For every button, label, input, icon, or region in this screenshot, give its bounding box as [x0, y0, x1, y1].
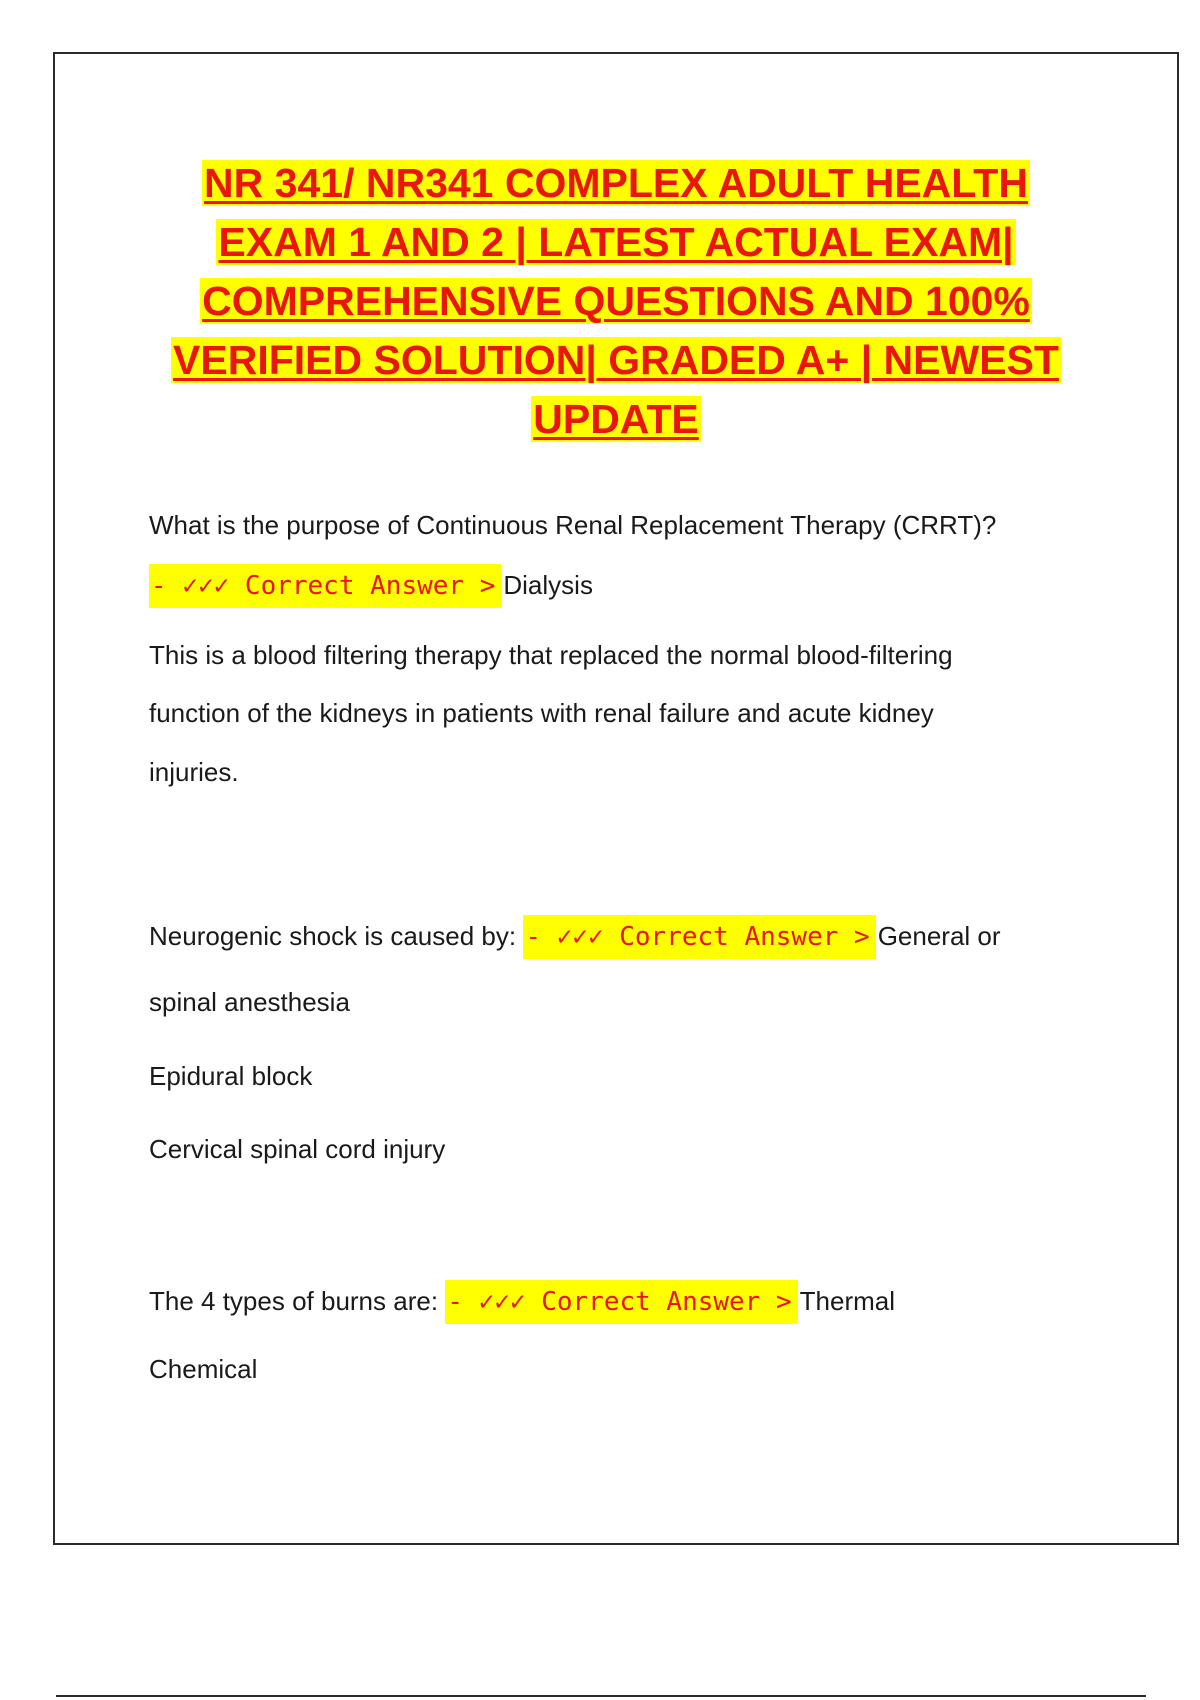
correct-answer-marker: - ✓✓✓ Correct Answer >	[445, 1280, 797, 1324]
next-page-edge	[56, 1695, 1146, 1697]
question-3-answer-line: Chemical	[149, 1354, 258, 1384]
question-3-text: The 4 types of burns are:	[149, 1286, 439, 1316]
title-line: COMPREHENSIVE QUESTIONS AND 100%	[202, 278, 1030, 324]
question-2-row	[149, 915, 1001, 959]
document-page	[53, 52, 1179, 1545]
title-line: UPDATE	[533, 396, 699, 442]
question-1-explanation-line: injuries.	[149, 757, 239, 787]
question-2-answer-line: spinal anesthesia	[149, 987, 350, 1017]
question-1-text: What is the purpose of Continuous Renal Replacement Therapy (CRRT)?	[149, 510, 997, 540]
question-3-answer: Thermal	[799, 1286, 896, 1316]
correct-answer-marker: - ✓✓✓ Correct Answer >	[523, 915, 875, 959]
question-2-answer-line: Cervical spinal cord injury	[149, 1134, 446, 1164]
question-3-row	[149, 1280, 895, 1324]
question-1-answer-row	[149, 564, 593, 608]
question-1-explanation-line: function of the kidneys in patients with renal failure and acute kidney	[149, 698, 934, 728]
correct-answer-marker: - ✓✓✓ Correct Answer >	[149, 564, 501, 608]
title-line: VERIFIED SOLUTION| GRADED A+ | NEWEST	[173, 337, 1059, 383]
document-title	[55, 154, 1177, 449]
question-1-answer: Dialysis	[503, 570, 593, 600]
question-1-explanation-line: This is a blood filtering therapy that replaced the normal blood-filtering	[149, 640, 953, 670]
question-2-answer-line: Epidural block	[149, 1061, 313, 1091]
title-line: EXAM 1 AND 2 | LATEST ACTUAL EXAM|	[218, 219, 1014, 265]
title-line: NR 341/ NR341 COMPLEX ADULT HEALTH	[204, 160, 1028, 206]
question-2-text: Neurogenic shock is caused by:	[149, 921, 517, 951]
question-2-answer: General or	[877, 921, 1001, 951]
